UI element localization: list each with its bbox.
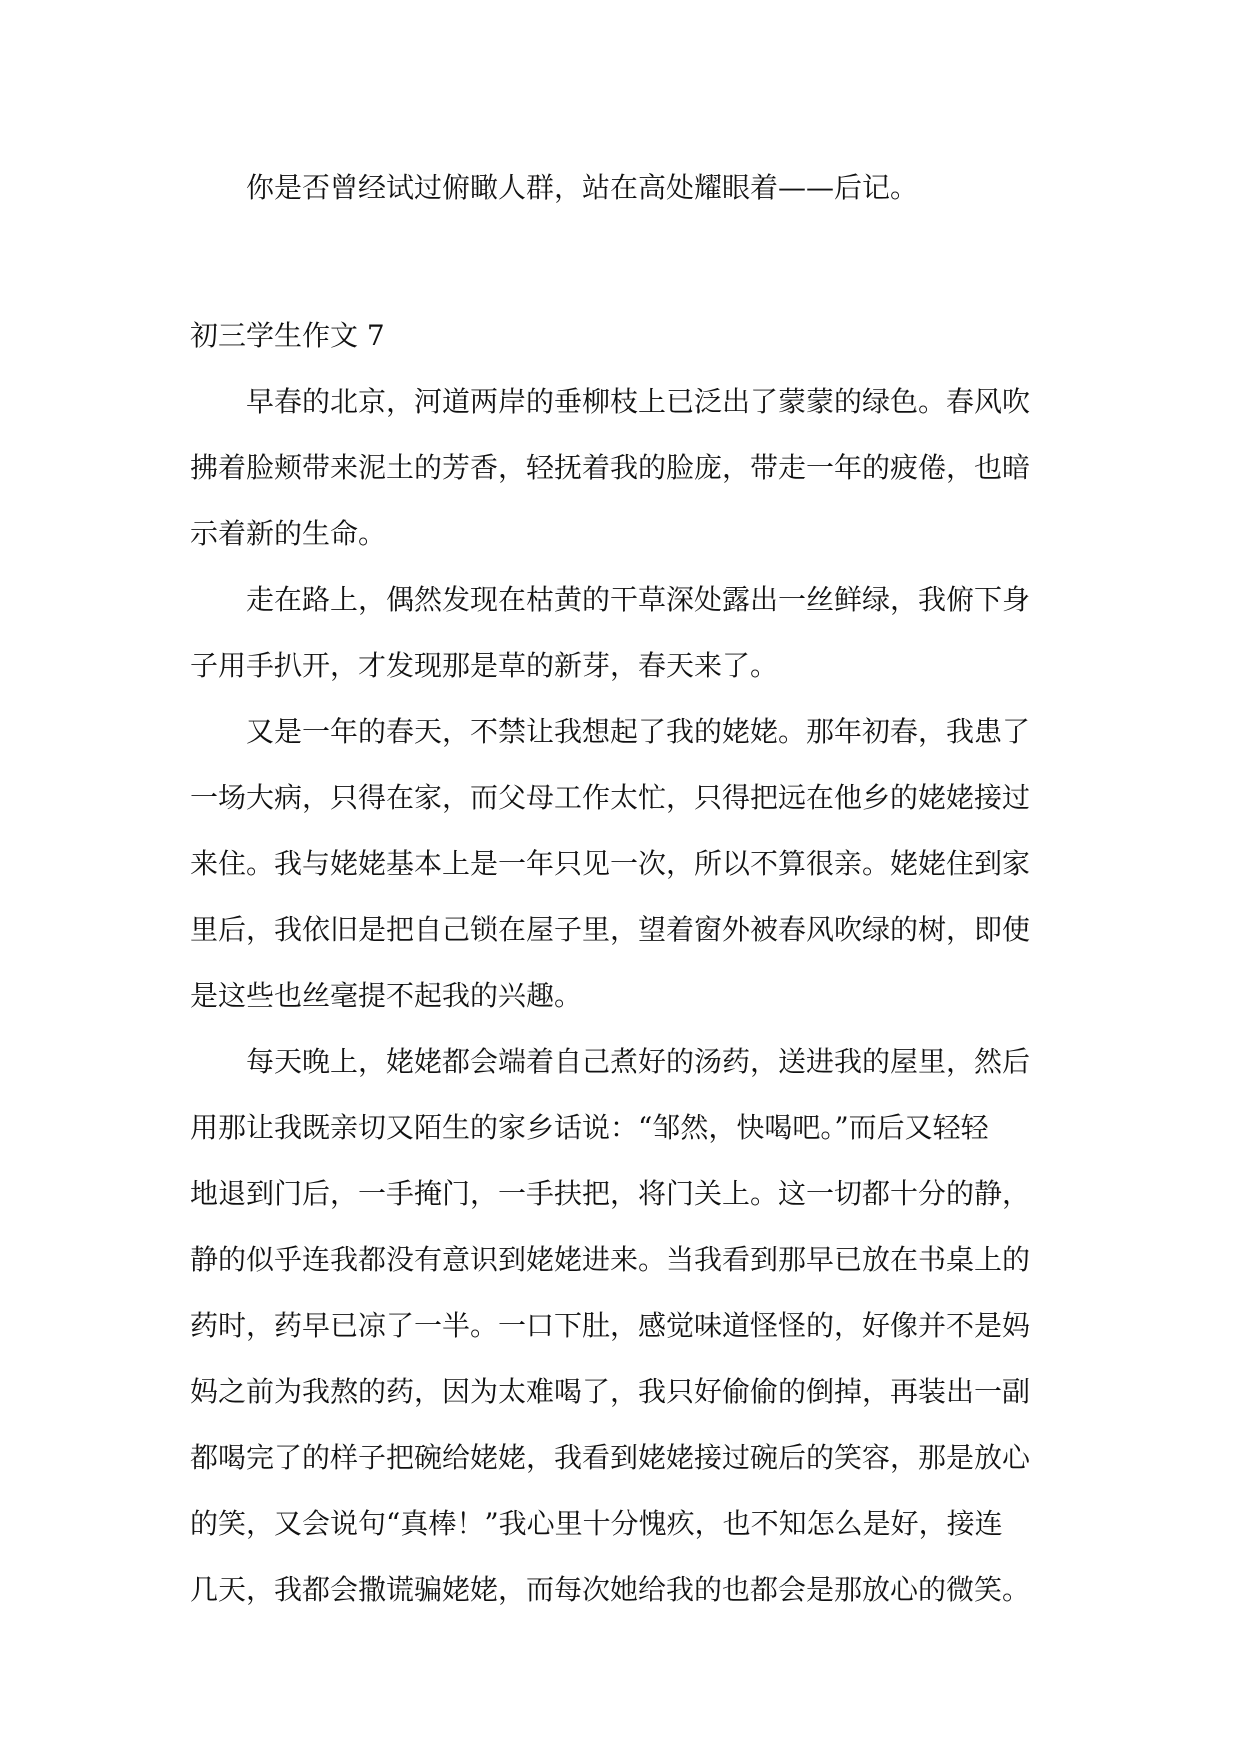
- paragraph-2: 走在路上，偶然发现在枯黄的干草深处露出一丝鲜绿，我俯下身 子用手扒开，才发现那是草的新芽，春天来了。: [190, 583, 1031, 682]
- paragraph-3: 又是一年的春天，不禁让我想起了我的姥姥。那年初春，我患了 一场大病，只得在家，而父母工作太忙，只得把远在他乡的姥姥接过 来住。我与姥姥基本上是一年只见一次，所以不算很亲。姥姥住到家 里后，我依旧是把自己锁在屋子里，望着窗外被春风吹绿的树，即使 是这些也丝毫提不起我的兴趣。: [190, 715, 1031, 1012]
- intro-line: 你是否曾经试过俯瞰人群，站在高处耀眼着——后记。: [246, 171, 919, 204]
- paragraph-1: 早春的北京，河道两岸的垂柳枝上已泛出了蒙蒙的绿色。春风吹 拂着脸颊带来泥土的芳香，轻抚着我的脸庞，带走一年的疲倦，也暗 示着新的生命。: [190, 385, 1031, 550]
- paragraph-4: 每天晚上，姥姥都会端着自己煮好的汤药，送进我的屋里，然后 用那让我既亲切又陌生的家乡话说：“邹然，快喝吧。”而后又轻轻 地退到门后，一手掩门，一手扶把，将门关上。这一切都十分的静， 静的似乎连我都没有意识到姥姥进来。当我看到那早已放在书桌上的 药时，药早已凉了一半。一口下肚，感觉味道怪怪的，好像并不是妈 妈之前为我熬的药，因为太难喝了，我只好偷偷的倒掉，再装出一副 都喝完了的样子把碗给姥姥，我看到姥姥接过碗后的笑容，那是放心 的笑，又会说句“真棒！”我心里十分愧疚，也不知怎么是好，接连 几天，我都会撒谎骗姥姥，而每次她给我的也都会是那放心的微笑。: [190, 1045, 1031, 1606]
- section-title: 初三学生作文 7: [190, 319, 385, 352]
- document-content: [190, 155, 1060, 1623]
